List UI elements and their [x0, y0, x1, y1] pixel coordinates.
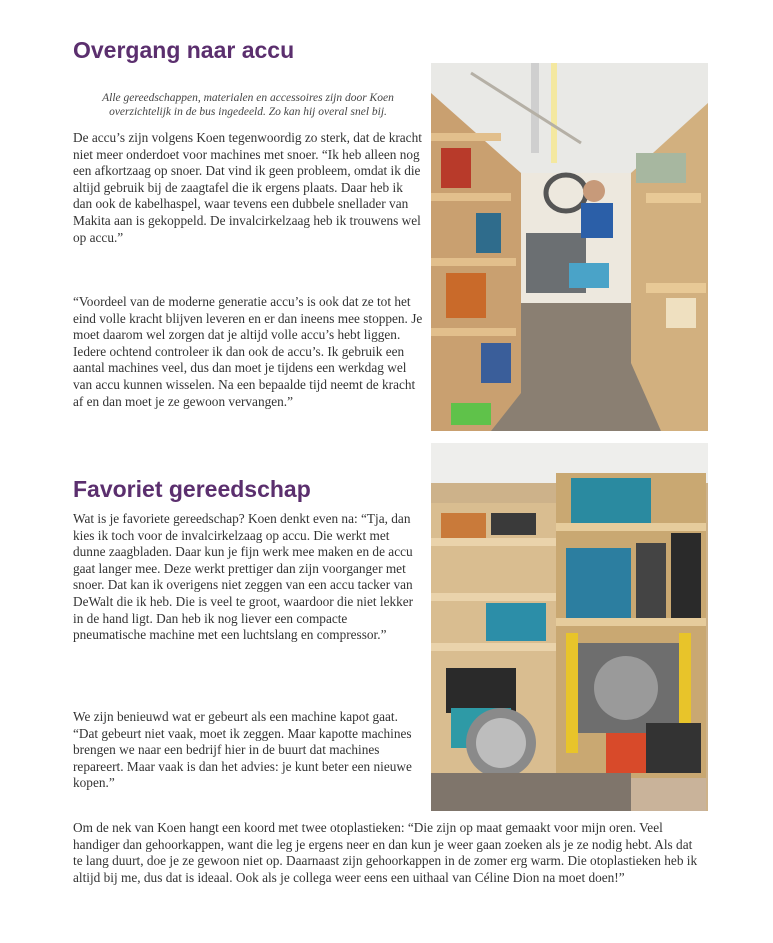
- van-interior-photo: [431, 63, 708, 431]
- section-heading-overgang: Overgang naar accu: [73, 37, 295, 63]
- paragraph-3: Wat is je favoriete gereedschap? Koen denkt even na: “Tja, dan kies ik toch voor de invalcirkelzaag op accu. Die werkt met dunne zaagbladen. Daar kun je fijn werk mee maken en de accu gaat langer mee. Deze werkt prettiger dan zijn voorganger met snoer. Dat kan ik overigens niet zeggen van een accu tacker van DeWalt die ik heb. Die is veel te groot, waardoor die niet lekker in de hand ligt. Dan heb ik nog liever een compacte pneumatische machine met een luchtslang en compressor.”: [73, 511, 414, 643]
- paragraph-5: Om de nek van Koen hangt een koord met twee otoplastieken: “Die zijn op maat gemaakt voor mijn oren. Veel handiger dan gehoorkappen, want die leg je ergens neer en dan kun je weer gaan zoeken als je ze nodig hebt. Als dat te lang duurt, doe je ze gewoon niet op. Daarnaast zijn gehoorkappen in de zomer erg warm. Die otoplastieken heb ik altijd bij me, dus dat is ideaal. Ook als je collega weer eens een uithaal van Céline Dion na moet doen!”: [73, 820, 698, 885]
- tool-shelves-photo: [431, 443, 708, 811]
- paragraph-2: “Voordeel van de moderne generatie accu’s is ook dat ze tot het eind volle kracht blijven leveren en er dan ineens mee stoppen. Je moet daarom wel zorgen dat je altijd volle accu’s hebt liggen. Iedere ochtend controleer ik dan ook de accu’s. Ik gebruik een aantal machines veel, dus dan moet je tijdens een werkdag wel van accu kunnen wisselen. Na een bepaalde tijd neemt de kracht af en dan moet je ze gewoon vervangen.”: [73, 294, 423, 409]
- section-heading-favoriet: Favoriet gereedschap: [73, 476, 311, 502]
- paragraph-1: De accu’s zijn volgens Koen tegenwoordig zo sterk, dat de kracht niet meer onderdoet voor machines met snoer. “Ik heb alleen nog een afkortzaag op snoer. Dat vind ik geen probleem, omdat ik die altijd gebruik bij de zaagtafel die ik ergens plaats. Daar heb ik dan ook de kabelhaspel, waar tevens een dubbele snellader van Makita aan is gekoppeld. De invalcirkelzaag heb ik trouwens wel op accu.”: [73, 130, 422, 245]
- photo-caption: Alle gereedschappen, materialen en accessoires zijn door Koen overzichtelijk in de bus ingedeeld. Zo kan hij overal snel bij.: [102, 92, 394, 118]
- paragraph-4: We zijn benieuwd wat er gebeurt als een machine kapot gaat. “Dat gebeurt niet vaak, moet ik zeggen. Maar kapotte machines brengen we naar een bedrijf hier in de buurt dat machines repareert. Maar vaak is dan het advies: je kunt beter een nieuwe kopen.”: [73, 709, 412, 791]
